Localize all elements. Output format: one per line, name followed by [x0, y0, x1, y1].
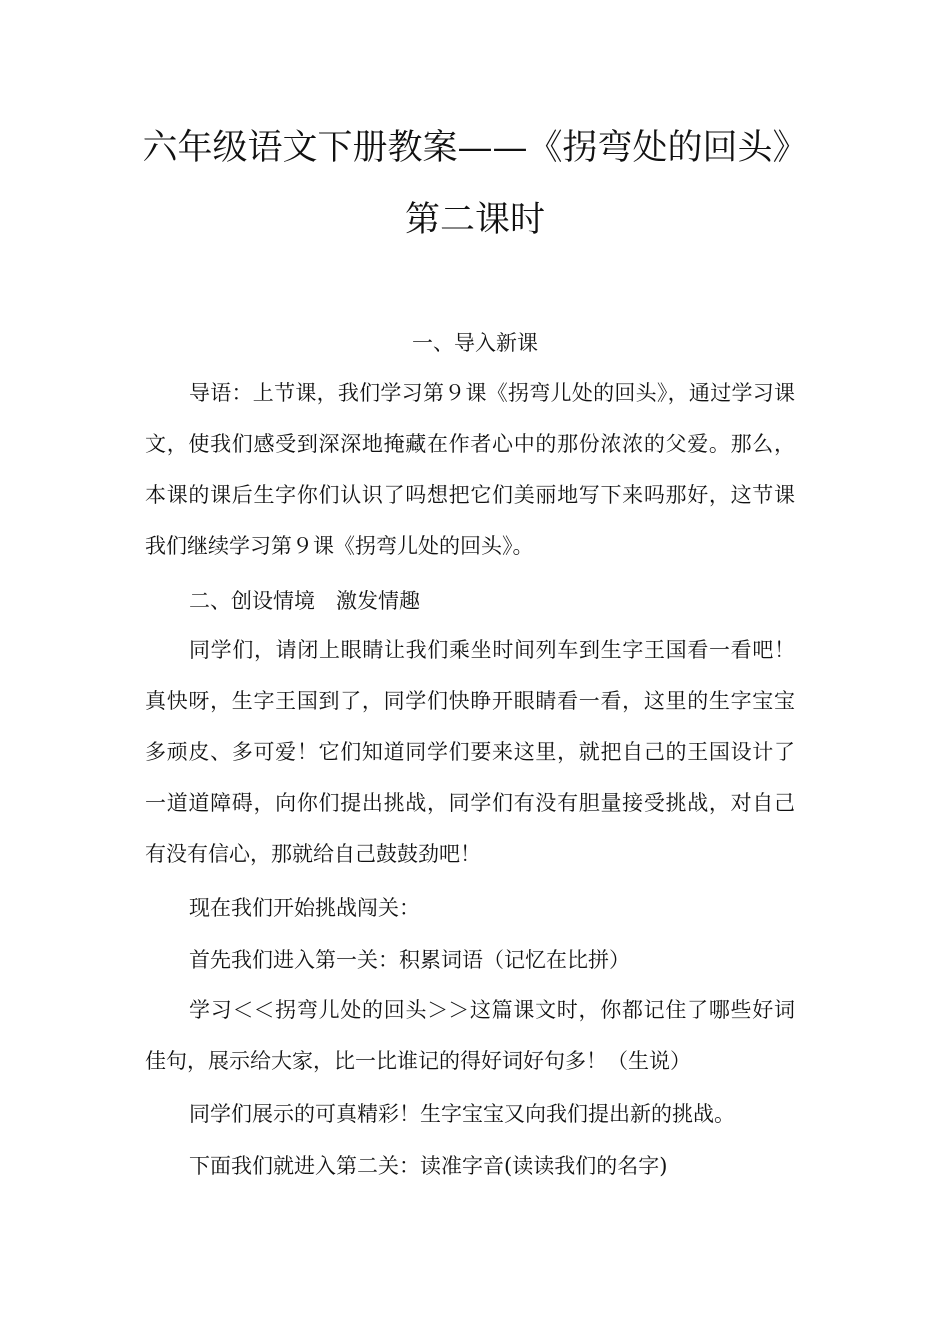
paragraph-scenario: 同学们，请闭上眼睛让我们乘坐时间列车到生字王国看一看吧！真快呀，生字王国到了，同学们快睁开眼睛看一看，这里的生字宝宝多顽皮、多可爱！它们知道同学们要来这里，就把自己的王国设计了一道道障碍，向你们提出挑战，同学们有没有胆量接受挑战，对自己有没有信心，那就给自己鼓鼓劲吧！	[145, 638, 795, 866]
section-heading-intro: 一、导入新课	[412, 331, 538, 355]
text-line-first-level: 首先我们进入第一关：积累词语（记忆在比拼）	[189, 948, 630, 972]
document-title: 六年级语文下册教案——《拐弯处的回头》	[142, 128, 808, 168]
paragraph-intro: 导语：上节课，我们学习第９课《拐弯儿处的回头》，通过学习课文，使我们感受到深深地掩藏在作者心中的那份浓浓的父爱。那么，本课的课后生字你们认识了吗想把它们美丽地写下来吗那好，这节课我们继续学习第９课《拐弯儿处的回头》。	[145, 381, 795, 558]
text-line-start-challenge: 现在我们开始挑战闯关：	[189, 896, 420, 920]
document-subtitle: 第二课时	[404, 200, 545, 240]
section-heading-scenario: 二、创设情境 激发情趣	[189, 589, 420, 613]
paragraph-first-level: 学习＜＜拐弯儿处的回头＞＞这篇课文时，你都记住了哪些好词佳句，展示给大家，比一比谁记的得好词好句多！（生说）	[145, 998, 795, 1073]
text-line-praise: 同学们展示的可真精彩！生字宝宝又向我们提出新的挑战。	[189, 1102, 735, 1126]
text-line-second-level: 下面我们就进入第二关：读准字音(读读我们的名字)	[189, 1154, 668, 1178]
